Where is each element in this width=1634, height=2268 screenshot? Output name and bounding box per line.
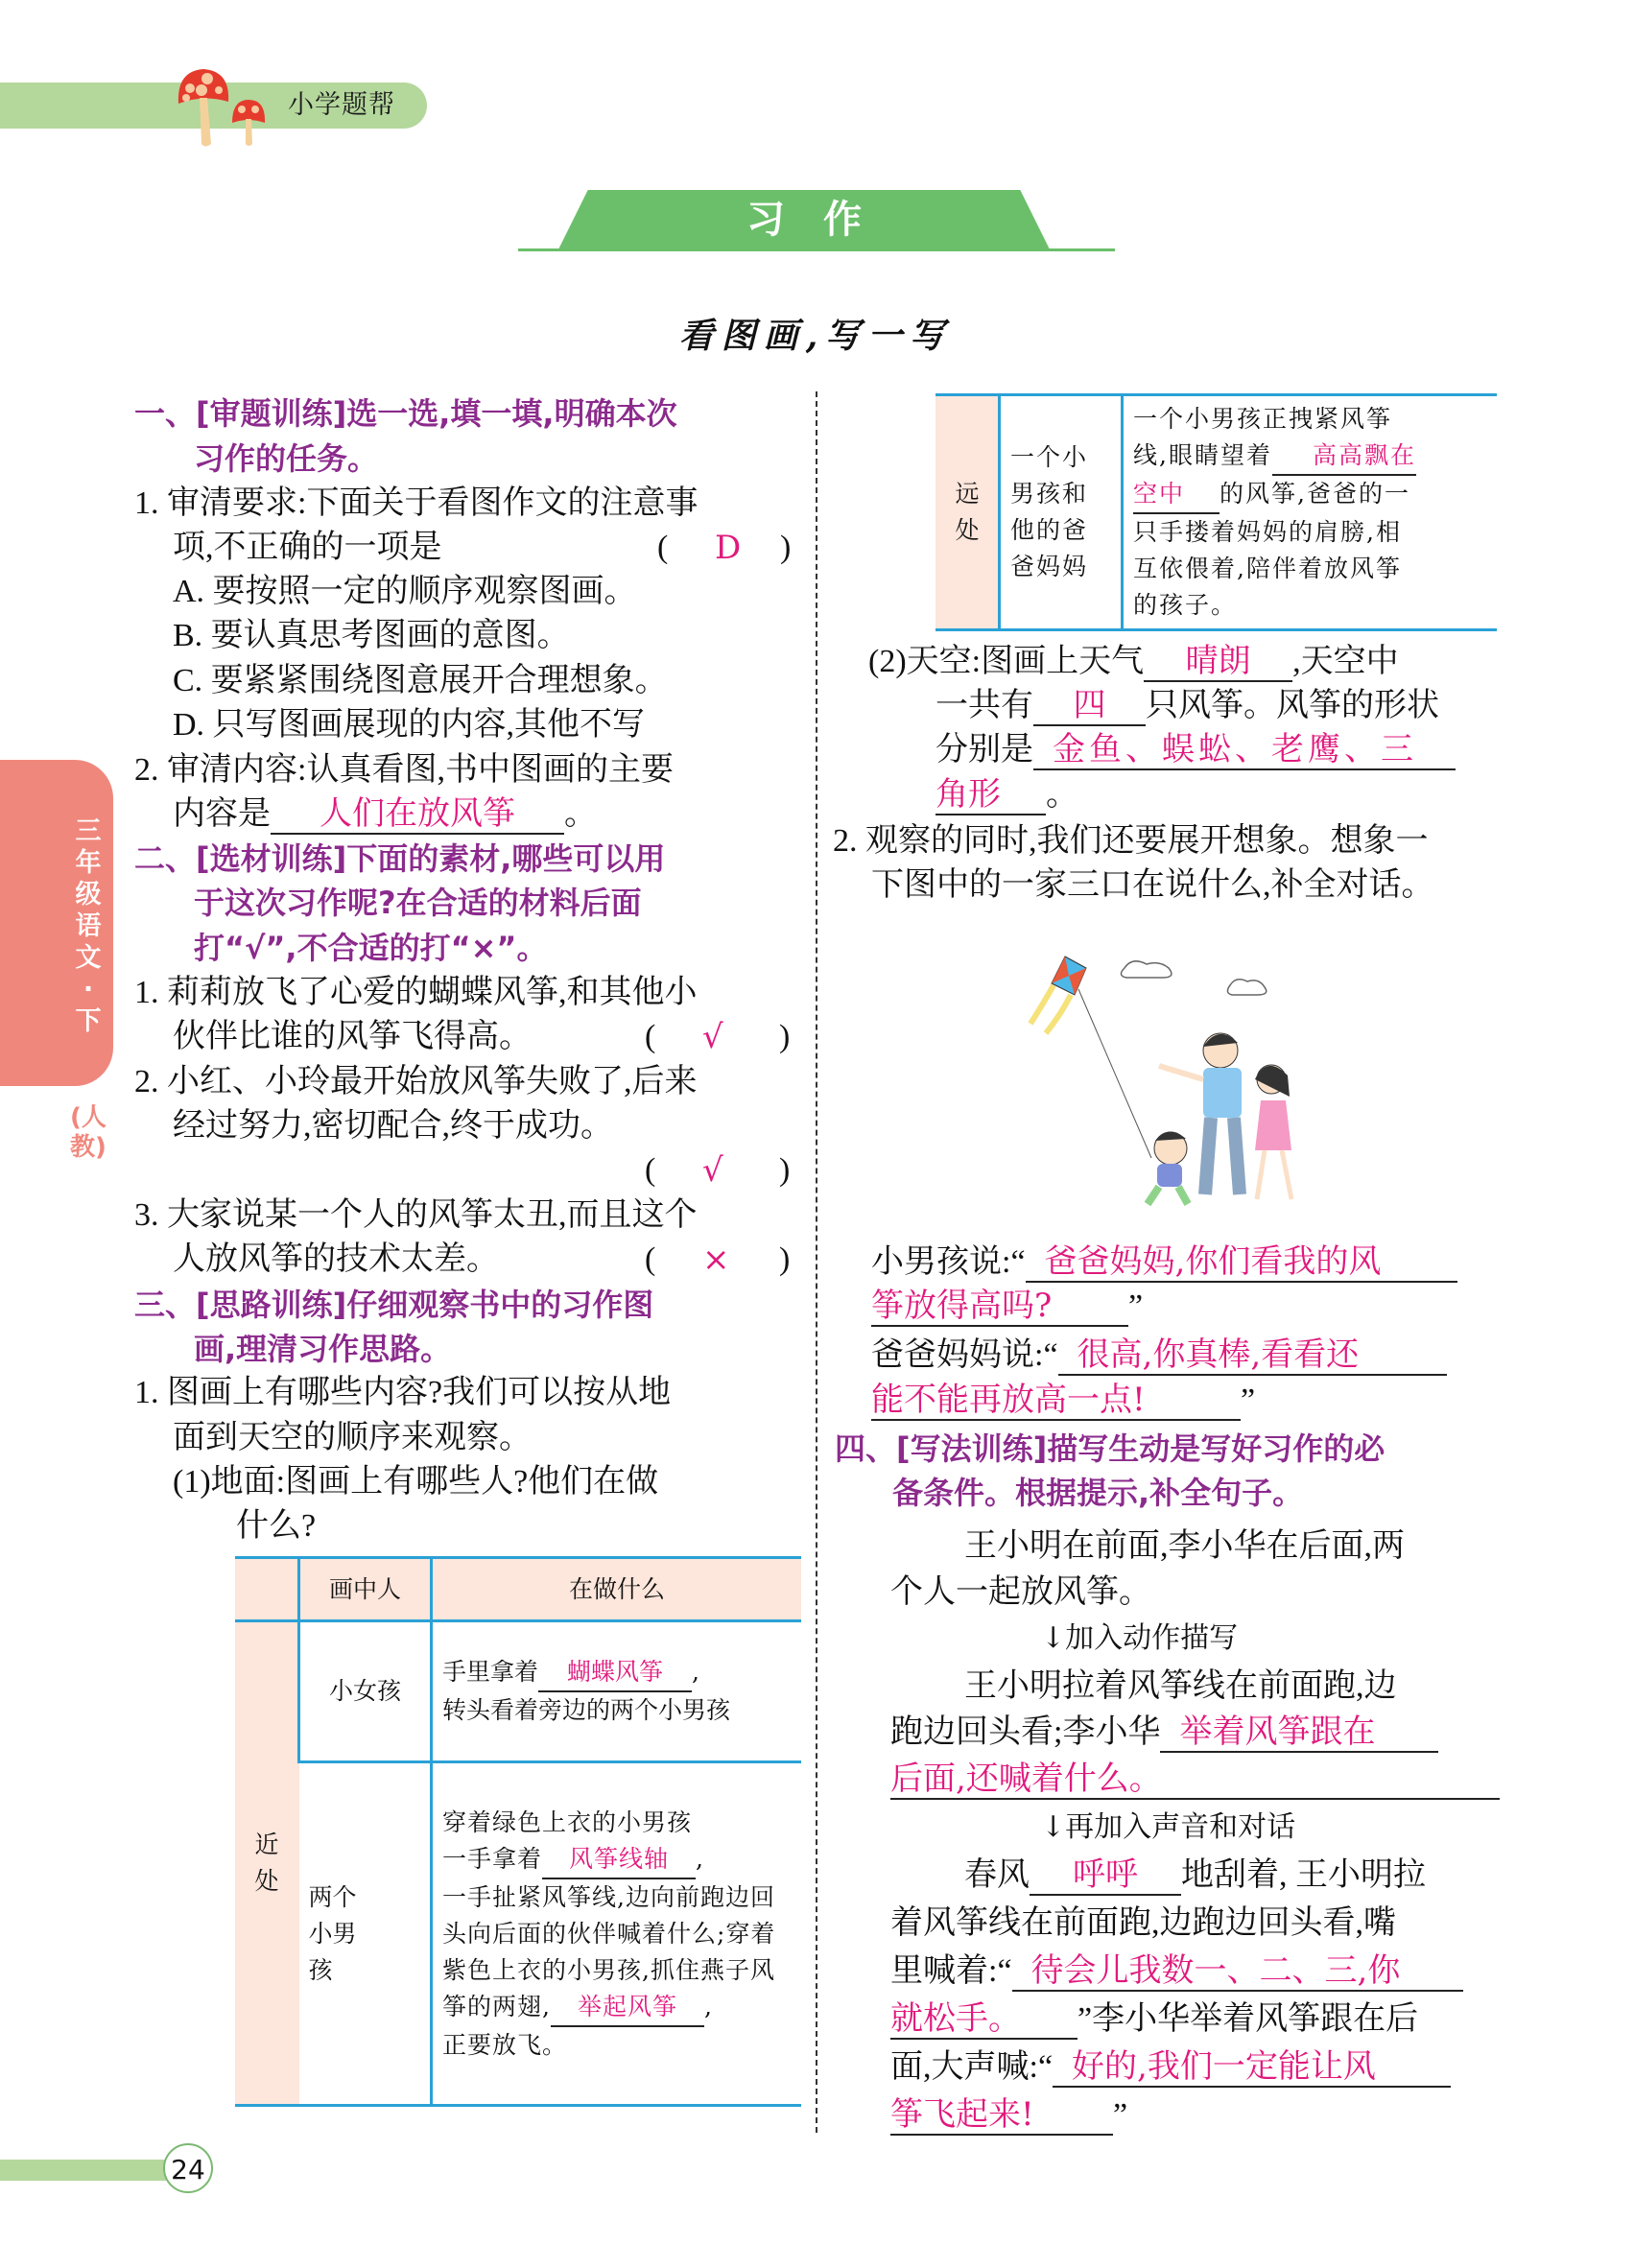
- grade-label: 三年级语文·下: [75, 816, 102, 1036]
- p2-answer-blank-cont[interactable]: 后面,还喊着什么。: [890, 1760, 1500, 1800]
- table-person-family: 一个小男孩和他的爸爸妈妈: [1000, 395, 1123, 630]
- item1-text: 1. 莉莉放飞了心爱的蝴蝶风筝,和其他小: [134, 975, 698, 1010]
- q1-answer: D: [715, 529, 742, 567]
- sec1-title: 一、[审题训练]选一选,填一填,明确本次: [134, 395, 677, 432]
- boy-dialog-line2: 筝放得高吗? ”: [871, 1287, 1144, 1325]
- parents-dialog-blank-cont[interactable]: 能不能再放高一点!: [871, 1381, 1241, 1421]
- step-sound-hint: ↓再加入声音和对话: [1041, 1810, 1296, 1844]
- option-c: C. 要紧紧围绕图意展开合理想象。: [173, 663, 668, 698]
- sec3-title-cont: 画,理清习作思路。: [194, 1331, 452, 1367]
- p1-line2: 个人一起放风筝。: [890, 1574, 1151, 1610]
- p3-shout-blank[interactable]: 待会儿我数一、二、三,你: [1012, 1951, 1463, 1992]
- q2-answer-blank[interactable]: 人们在放风筝: [271, 794, 564, 835]
- sec3-q1-sub: (1)地面:图画上有哪些人?他们在做: [173, 1464, 659, 1500]
- p3-line5: 面,大声喊:“ 好的,我们一定能让风: [890, 2045, 1451, 2090]
- sec3-q1-sub-cont: 什么?: [236, 1508, 317, 1544]
- p3-wind-blank[interactable]: 呼呼: [1030, 1855, 1181, 1896]
- ground-table: [235, 1556, 801, 2107]
- item2-answer: √: [702, 1151, 723, 1190]
- edition-label: (人教): [70, 1103, 107, 1162]
- item2-text: 2. 小红、小玲最开始放风筝失败了,后来: [134, 1064, 698, 1099]
- p2-line2: 跑边回头看;李小华 举着风筝跟在: [890, 1711, 1438, 1755]
- p2-line3: [890, 1758, 1500, 1802]
- item1-answer: √: [702, 1018, 723, 1056]
- boys-answer-blank-2[interactable]: 举起风筝: [551, 1989, 704, 2027]
- table-header-action: 在做什么: [432, 1558, 802, 1621]
- page-number: 24: [163, 2143, 213, 2193]
- table-action-girl: 手里拿着 蝴蝶风筝 , 转头看着旁边的两个小男孩: [432, 1621, 802, 1762]
- parents-dialog-line1: 爸爸妈妈说:“ 很高,你真棒,看看还: [871, 1334, 1447, 1378]
- sec2-title-cont2: 打“√”,不合适的打“×”。: [194, 930, 548, 966]
- mushroom-icon: [165, 67, 271, 149]
- section-title: 习作: [746, 198, 900, 242]
- weather-blank[interactable]: 晴朗: [1144, 642, 1292, 682]
- p3-line3: 里喊着:“ 待会儿我数一、二、三,你: [890, 1949, 1463, 1994]
- sky-line2: 一共有 四 只风筝。风筝的形状: [935, 686, 1439, 724]
- sec1-title-cont: 习作的任务。: [194, 440, 379, 477]
- table-action-boys: 穿着绿色上衣的小男孩 一手拿着 风筝线轴 , 一手扯紧风筝线,边向前跑边回头向后面的伙伴喊着什么;穿着紫色上衣的小男孩,抓住燕子风筝的两翅, 举起风筝 , 正要放飞。: [432, 1762, 802, 2106]
- q2-right: 2. 观察的同时,我们还要展开想象。想象一: [833, 823, 1429, 859]
- q2-text-cont: 内容是 人们在放风筝 。: [173, 794, 597, 833]
- p3-shout-blank-cont[interactable]: 就松手。: [890, 1999, 1077, 2040]
- q1-text: 1. 审清要求:下面关于看图作文的注意事: [134, 485, 699, 521]
- girl-answer-blank[interactable]: 蝴蝶风筝: [538, 1654, 692, 1692]
- p2-line1: 王小明拉着风筝线在前面跑,边: [964, 1668, 1397, 1704]
- boy-dialog-blank-cont[interactable]: 筝放得高吗?: [871, 1287, 1128, 1327]
- table-person-girl: 小女孩: [299, 1621, 432, 1762]
- p3-reply-blank[interactable]: 好的,我们一定能让风: [1053, 2047, 1451, 2088]
- item3-answer: ×: [702, 1240, 730, 1279]
- item3-text-cont: 人放风筝的技术太差。: [173, 1241, 499, 1277]
- sec3-q1: 1. 图画上有哪些内容?我们可以按从地: [134, 1375, 672, 1410]
- boy-dialog-blank[interactable]: 爸爸妈妈,你们看我的风: [1026, 1242, 1457, 1283]
- option-d: D. 只写图画展现的内容,其他不写: [173, 707, 646, 743]
- p1-line1: 王小明在前面,李小华在后面,两: [964, 1528, 1405, 1564]
- kite-shapes-blank[interactable]: 金鱼、蜈蚣、老鹰、三: [1033, 730, 1456, 770]
- table-group-near: 近处: [235, 1621, 299, 2106]
- item3-text: 3. 大家说某一个人的风筝太丑,而且这个: [134, 1197, 698, 1233]
- p3-reply-blank-cont[interactable]: 筝飞起来!: [890, 2095, 1113, 2136]
- sec3-q1-cont: 面到天空的顺序来观察。: [173, 1420, 532, 1455]
- family-answer-blank-b[interactable]: 空中: [1133, 476, 1220, 514]
- column-divider: [816, 391, 817, 2133]
- sec2-title-cont: 于这次习作呢?在合适的材料后面: [194, 885, 642, 921]
- option-b: B. 要认真思考图画的意图。: [173, 618, 570, 653]
- table-header-person: 画中人: [299, 1558, 432, 1621]
- boy-dialog-line1: 小男孩说:“ 爸爸妈妈,你们看我的风: [871, 1240, 1457, 1285]
- sky-far-table: [935, 393, 1497, 631]
- item1-text-cont: 伙伴比谁的风筝飞得高。: [173, 1019, 532, 1054]
- sky-line3: 分别是 金鱼、蜈蚣、老鹰、三: [935, 728, 1456, 772]
- sky-line4: 角形 。: [935, 775, 1078, 814]
- p3-line4: 就松手。 ”李小华举着风筝跟在后: [890, 1999, 1419, 2038]
- p2-answer-blank[interactable]: 举着风筝跟在: [1160, 1713, 1438, 1753]
- kite-count-blank[interactable]: 四: [1033, 686, 1146, 726]
- table-person-boys: 两个小男孩: [308, 1882, 357, 1984]
- table-header-blank: [235, 1558, 299, 1621]
- step-action-hint: ↓加入动作描写: [1041, 1621, 1239, 1655]
- family-kite-illustration: [998, 935, 1305, 1218]
- sec4-title-cont: 备条件。根据提示,补全句子。: [892, 1475, 1304, 1511]
- p3-line6: 筝飞起来! ”: [890, 2095, 1128, 2134]
- table-action-family: 一个小男孩正拽紧风筝 线,眼睛望着 高高飘在 空中 的风筝,爸爸的一 只手搂着妈妈的肩膀,相 互依偎着,陪伴着放风筝 的孩子。: [1123, 395, 1498, 630]
- p3-line2: 着风筝线在前面跑,边跑边回头看,嘴: [890, 1905, 1396, 1941]
- footer-strip: [0, 2160, 168, 2181]
- option-a: A. 要按照一定的顺序观察图画。: [173, 574, 637, 609]
- q2-text: 2. 审清内容:认真看图,书中图画的主要: [134, 752, 674, 788]
- page-subtitle: 看图画,写一写: [678, 316, 953, 356]
- kite-shapes-blank-cont[interactable]: 角形: [935, 775, 1046, 815]
- q1-text-cont: 项,不正确的一项是: [173, 530, 442, 565]
- parents-dialog-line2: 能不能再放高一点! ”: [871, 1381, 1256, 1419]
- sec2-title: 二、[选材训练]下面的素材,哪些可以用: [134, 840, 666, 877]
- item2-text-cont: 经过努力,密切配合,终于成功。: [173, 1108, 613, 1144]
- parents-dialog-blank[interactable]: 很高,你真棒,看看还: [1058, 1335, 1447, 1376]
- brand-label: 小学题帮: [288, 90, 395, 120]
- sec3-title: 三、[思路训练]仔细观察书中的习作图: [134, 1287, 654, 1323]
- boys-answer-blank-1[interactable]: 风筝线轴: [542, 1841, 696, 1879]
- table-group-far: 远处: [935, 395, 1000, 630]
- q2-right-cont: 下图中的一家三口在说什么,补全对话。: [871, 867, 1434, 903]
- family-answer-blank-a[interactable]: 高高飘在: [1272, 437, 1416, 476]
- p3-line1: 春风 呼呼 地刮着, 王小明拉: [964, 1855, 1426, 1894]
- sky-line1: (2)天空:图画上天气 晴朗 ,天空中: [868, 642, 1399, 680]
- sec4-title: 四、[写法训练]描写生动是写好习作的必: [835, 1430, 1385, 1467]
